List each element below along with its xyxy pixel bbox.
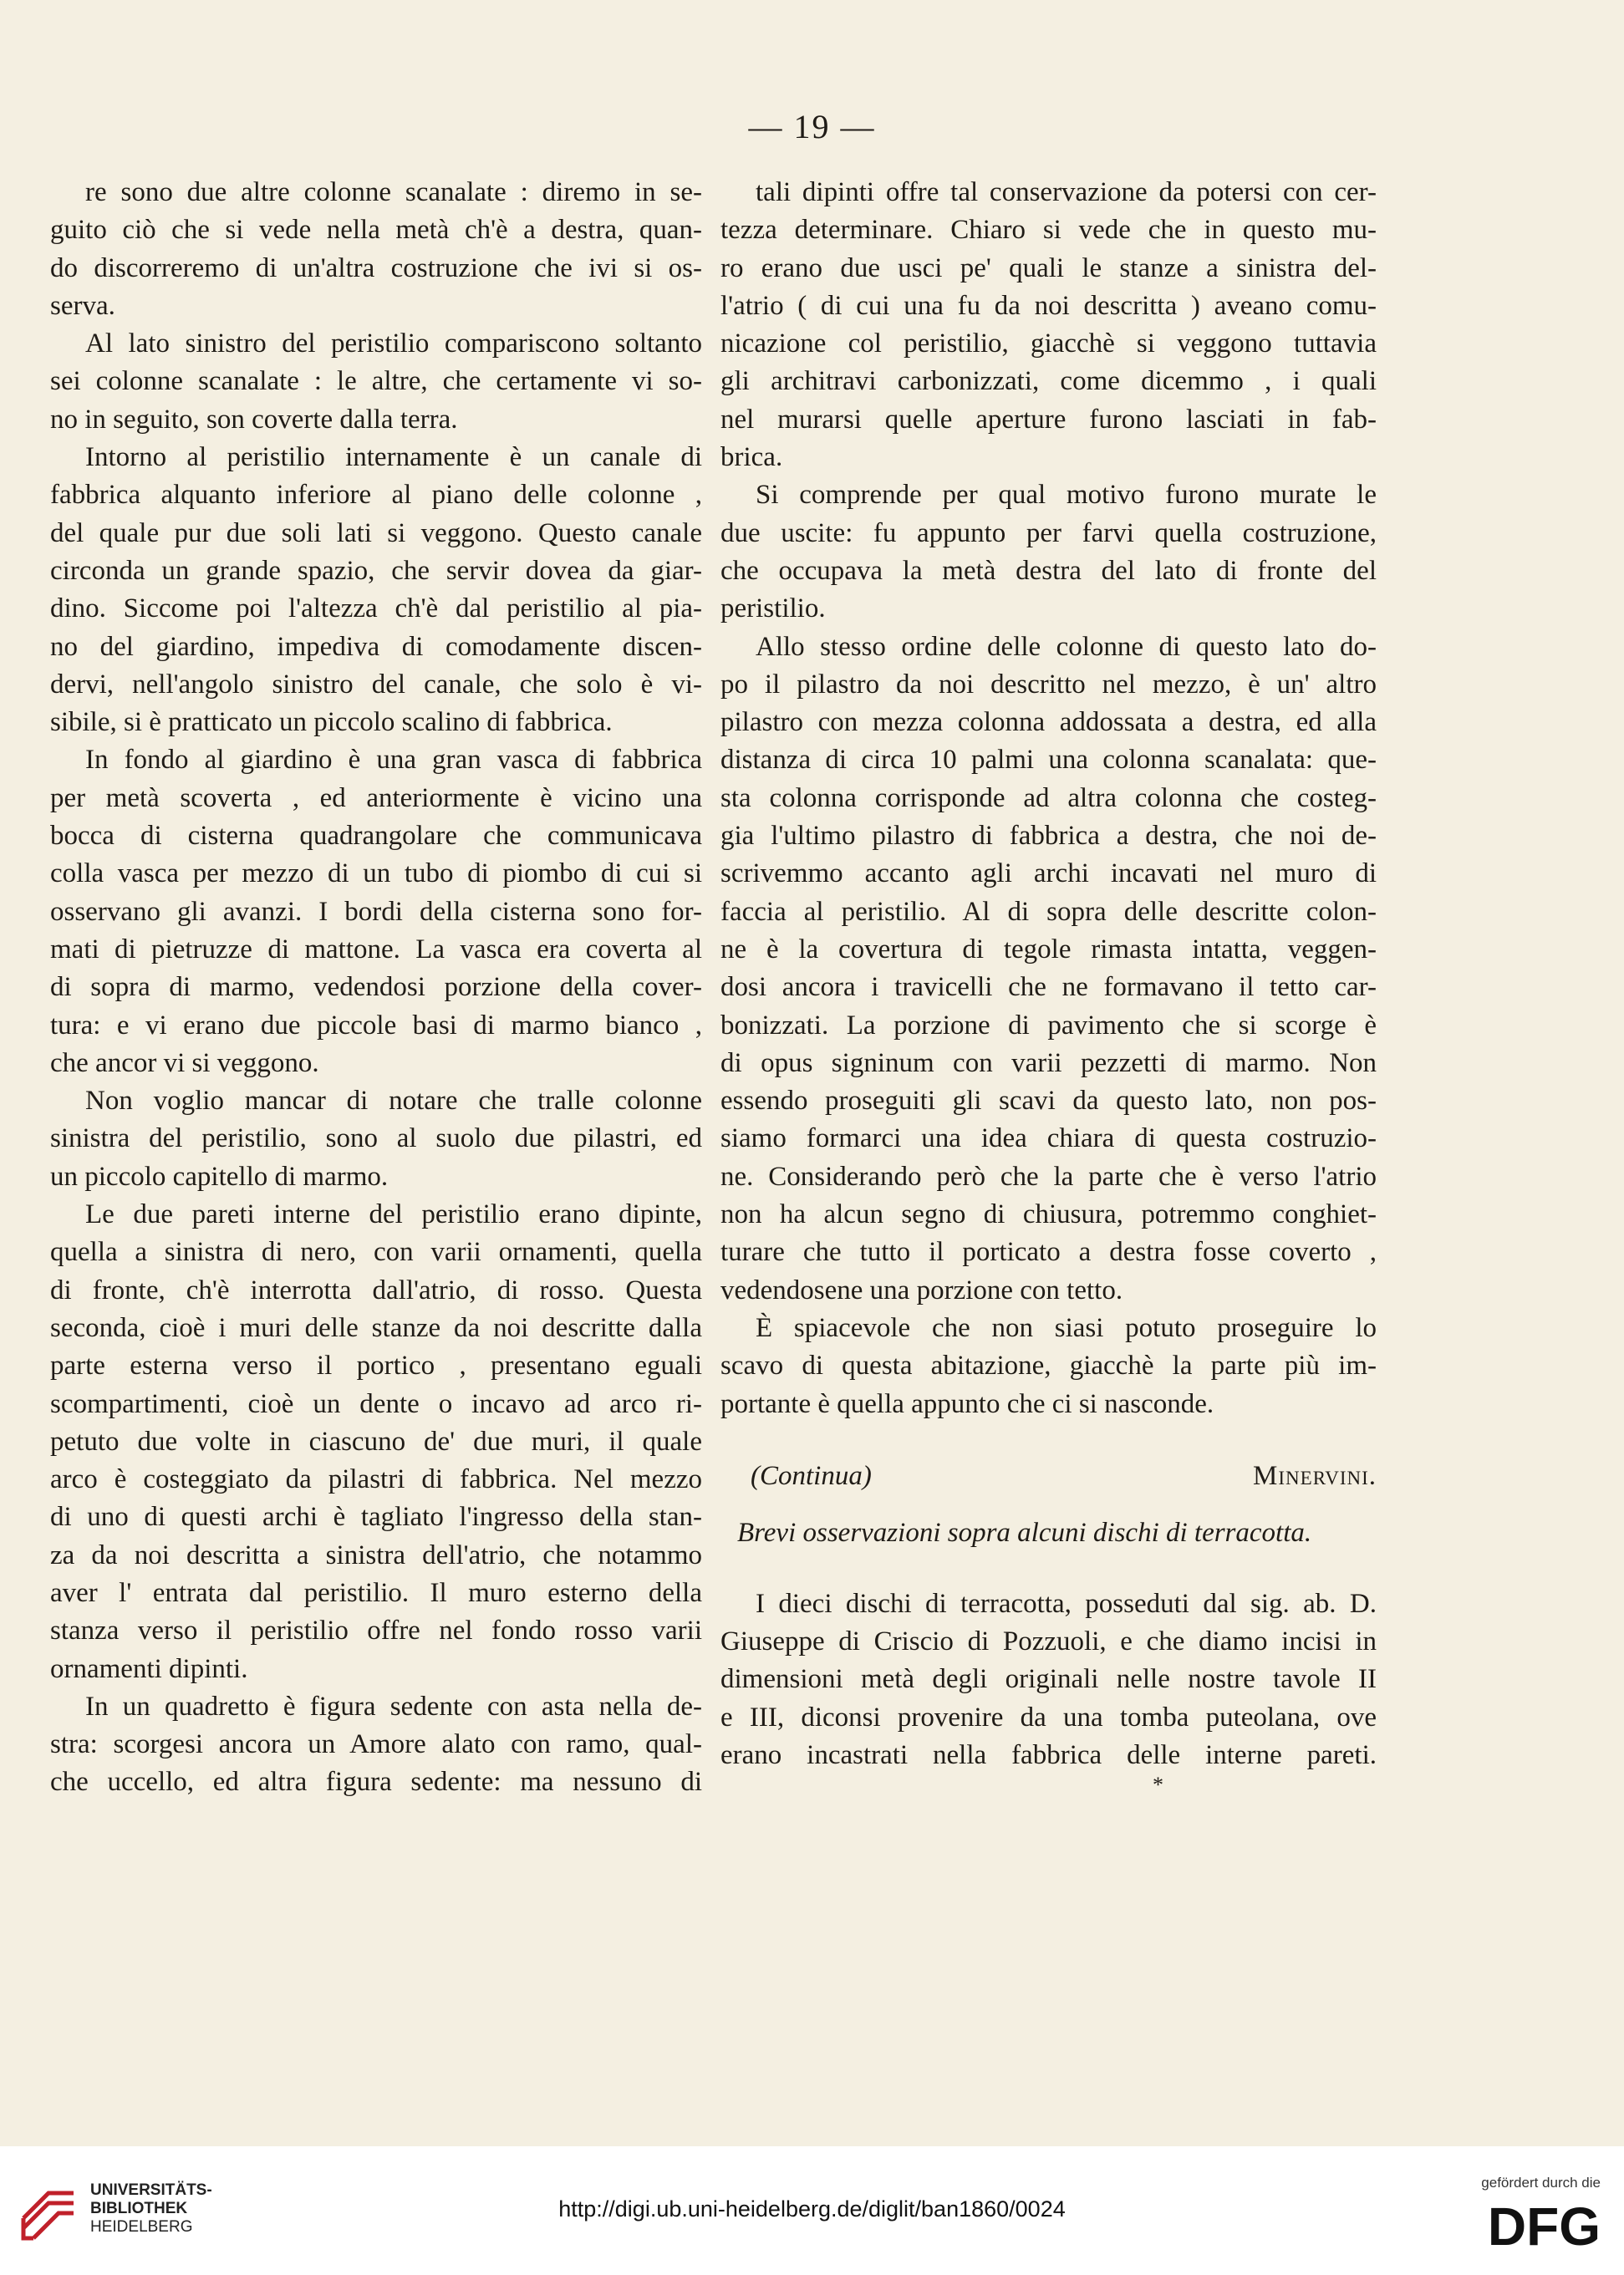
funder-block (1433, 2175, 1601, 2256)
text-line: scavo di questa abitazione, giacchè la parte più im- (720, 1351, 1377, 1382)
text-line: due uscite: fu appunto per farvi quella costruzione, (720, 517, 1377, 548)
library-name-line1: UNIVERSITÄTS- (90, 2181, 212, 2199)
text-line: scrivemmo accanto agli archi incavati nel muro di (720, 858, 1377, 889)
text-line: dino. Siccome poi l'altezza ch'è dal peristilio al pia- (50, 593, 702, 624)
text-line: parte esterna verso il portico , presentano eguali (50, 1351, 702, 1382)
text-line: ne. Considerando però che la parte che è verso l'atrio (720, 1161, 1377, 1192)
source-url-link[interactable]: http://digi.ub.uni-heidelberg.de/diglit/ban1860/0024 (558, 2196, 1066, 2222)
text-line: erano incastrati nella fabbrica delle interne pareti. (720, 1739, 1377, 1770)
text-line: un piccolo capitello di marmo. (50, 1161, 389, 1192)
text-line: mati di pietruzze di mattone. La vasca era coverta al (50, 934, 702, 964)
text-line: sinistra del peristilio, sono al suolo due pilastri, ed (50, 1123, 702, 1154)
continuation-row (720, 1457, 1377, 1495)
text-line: l'atrio ( di cui una fu da noi descritta ) aveano comu- (720, 290, 1377, 321)
dfg-logo-icon (1442, 2198, 1601, 2252)
text-line: arco è costeggiato da pilastri di fabbrica. Nel mezzo (50, 1464, 702, 1495)
funder-label: gefördert durch die (1481, 2175, 1601, 2191)
text-line: Le due pareti interne del peristilio erano dipinte, (85, 1199, 702, 1230)
continua-label: (Continua) (751, 1460, 872, 1491)
text-line: pilastro con mezza colonna addossata a destra, ed alla (720, 707, 1377, 738)
text-line: sei colonne scanalate : le altre, che certamente vi so- (50, 366, 702, 397)
text-line: tali dipinti offre tal conservazione da potersi con cer- (756, 177, 1377, 207)
text-line: che occupava la metà destra del lato di fronte del (720, 555, 1377, 586)
text-line: brica. (720, 442, 783, 473)
right-column-text (720, 174, 1377, 1423)
text-line: do discorreremo di un'altra costruzione che ivi si os- (50, 252, 702, 283)
text-line: no in seguito, son coverte dalla terra. (50, 404, 458, 435)
left-column (50, 174, 702, 1802)
footer-bar (0, 2146, 1624, 2275)
text-line: di fronte, ch'è interrotta dall'atrio, di rosso. Questa (50, 1275, 702, 1305)
library-name-line3: HEIDELBERG (90, 2218, 193, 2236)
right-column (720, 174, 1377, 1796)
text-line: osservano gli avanzi. I bordi della cisterna sono for- (50, 896, 702, 927)
text-line: ro erano due usci pe' quali le stanze a sinistra del- (720, 252, 1377, 283)
text-line: siamo formarci una idea chiara di questa costruzio- (720, 1123, 1377, 1154)
text-line: Al lato sinistro del peristilio compariscono soltanto (85, 328, 702, 359)
text-line: dervi, nell'angolo sinistro del canale, che solo è vi- (50, 669, 702, 700)
text-line: seconda, cioè i muri delle stanze da noi descritte dalla (50, 1312, 702, 1343)
text-line: po il pilastro da noi descritto nel mezzo, è un' altro (720, 669, 1377, 700)
text-line: portante è quella appunto che ci si nasconde. (720, 1388, 1214, 1419)
text-line: I dieci dischi di terracotta, posseduti dal sig. ab. D. (756, 1588, 1377, 1619)
library-name-line2: BIBLIOTHEK (90, 2200, 188, 2217)
text-line: sta colonna corrisponde ad altra colonna che costeg- (720, 782, 1377, 813)
text-line: Giuseppe di Criscio di Pozzuoli, e che diamo incisi in (720, 1626, 1377, 1657)
text-line: In un quadretto è figura sedente con asta nella de- (85, 1691, 702, 1722)
text-line: non ha alcun segno di chiusura, potremmo conghiet- (720, 1199, 1377, 1230)
text-line: serva. (50, 290, 115, 321)
text-line: dosi ancora i travicelli che ne formavano il tetto car- (720, 972, 1377, 1003)
text-line: re sono due altre colonne scanalate : diremo in se- (85, 177, 702, 207)
text-line: turare che tutto il porticato a destra fosse coverto , (720, 1237, 1377, 1268)
text-line: essendo proseguiti gli scavi da questo lato, non pos- (720, 1086, 1377, 1117)
text-line: Si comprende per qual motivo furono murate le (756, 480, 1377, 511)
text-line: È spiacevole che non siasi potuto proseguire lo (756, 1312, 1377, 1343)
text-line: tezza determinare. Chiaro si vede che in questo mu- (720, 215, 1377, 246)
text-line: per metà scoverta , ed anteriormente è vicino una (50, 782, 702, 813)
text-line: di opus signinum con varii pezzetti di marmo. Non (720, 1047, 1377, 1078)
text-line: tura: e vi erano due piccole basi di marmo bianco , (50, 1010, 702, 1041)
text-line: bocca di cisterna quadrangolare che communicava (50, 821, 702, 852)
text-line: vedendosene una porzione con tetto. (720, 1275, 1123, 1305)
text-line: stanza verso il peristilio offre nel fondo rosso varii (50, 1616, 702, 1646)
text-line: In fondo al giardino è una gran vasca di fabbrica (85, 745, 702, 776)
section-body (720, 1585, 1377, 1774)
text-line: no del giardino, impediva di comodamente discen- (50, 631, 702, 662)
footnote-asterisk: * (1153, 1773, 1163, 1798)
text-line: di uno di questi archi è tagliato l'ingresso della stan- (50, 1502, 702, 1533)
text-line: circonda un grande spazio, che servir dovea da giar- (50, 555, 702, 586)
text-line: dimensioni metà degli originali nelle nostre tavole II (720, 1664, 1377, 1695)
text-line: ne è la covertura di tegole rimasta intatta, veggen- (720, 934, 1377, 964)
text-line: guito ciò che si vede nella metà ch'è a destra, quan- (50, 215, 702, 246)
page-number: — 19 — (748, 108, 876, 145)
text-line: peristilio. (720, 593, 826, 624)
text-line: nicazione col peristilio, giacchè si veggono tuttavia (720, 328, 1377, 359)
text-line: fabbrica alquanto inferiore al piano delle colonne , (50, 480, 702, 511)
text-line: stra: scorgesi ancora un Amore alato con ramo, qual- (50, 1729, 702, 1760)
dfg-logo-text: DFG (1487, 2198, 1601, 2252)
text-line: che uccello, ed altra figura sedente: ma nessuno di (50, 1767, 702, 1798)
text-line: Non voglio mancar di notare che tralle colonne (85, 1086, 702, 1117)
author-signature: Minervini. (1253, 1460, 1377, 1491)
text-line: Intorno al peristilio internamente è un canale di (85, 442, 702, 473)
text-line: Allo stesso ordine delle colonne di questo lato do- (756, 631, 1377, 662)
text-line: faccia al peristilio. Al di sopra delle descritte colon- (720, 896, 1377, 927)
text-line: distanza di circa 10 palmi una colonna scanalata: que- (720, 745, 1377, 776)
text-line: gia l'ultimo pilastro di fabbrica a destra, che noi de- (720, 821, 1377, 852)
text-line: bonizzati. La porzione di pavimento che si scorge è (720, 1010, 1377, 1041)
text-line: e III, diconsi provenire da una tomba puteolana, ove (720, 1702, 1377, 1733)
text-line: quella a sinistra di nero, con varii ornamenti, quella (50, 1237, 702, 1268)
section-title: Brevi osservazioni sopra alcuni dischi di terracotta. (737, 1517, 1312, 1548)
text-line: ornamenti dipinti. (50, 1653, 248, 1684)
text-line: che ancor vi si veggono. (50, 1047, 319, 1078)
text-line: sibile, si è pratticato un piccolo scalino di fabbrica. (50, 707, 613, 738)
text-line: di sopra di marmo, vedendosi porzione della cover- (50, 972, 702, 1003)
text-line: aver l' entrata dal peristilio. Il muro esterno della (50, 1577, 702, 1608)
text-line: petuto due volte in ciascuno de' due muri, il quale (50, 1426, 702, 1457)
text-line: za da noi descritta a sinistra dell'atrio, che notammo (50, 1540, 702, 1570)
text-line: nel murarsi quelle aperture furono lasciati in fab- (720, 404, 1377, 435)
text-line: scompartimenti, cioè un dente o incavo ad arco ri- (50, 1388, 702, 1419)
text-line: gli architravi carbonizzati, come dicemmo , i quali (720, 366, 1377, 397)
text-line: del quale pur due soli lati si veggono. Questo canale (50, 517, 702, 548)
text-line: colla vasca per mezzo di un tubo di piombo di cui si (50, 858, 702, 889)
